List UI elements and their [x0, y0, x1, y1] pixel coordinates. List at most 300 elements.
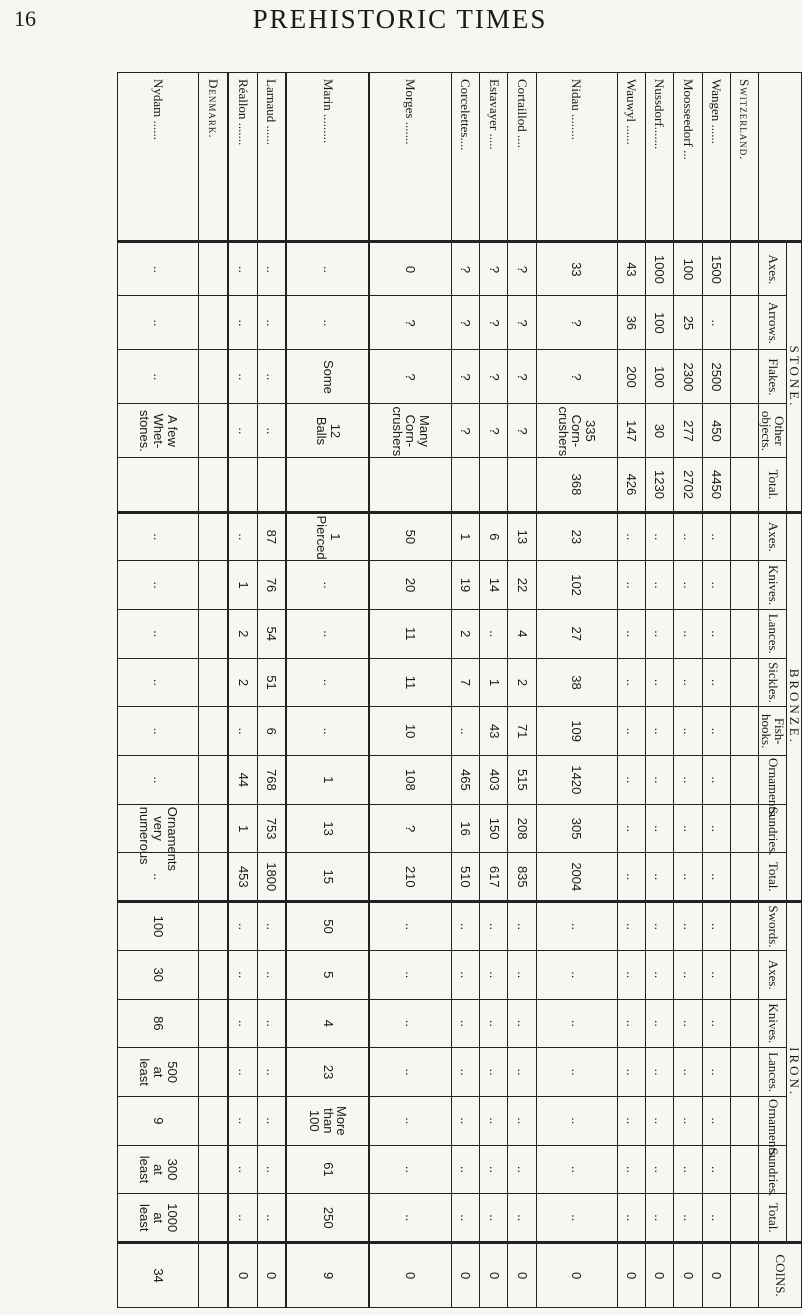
bronze-cell: Ornaments very numerous — [118, 804, 199, 853]
site-cell: Morges ....... — [369, 73, 451, 242]
iron-cell: 5 — [286, 950, 369, 999]
bronze-cell: .. — [118, 512, 199, 561]
bronze-cell — [730, 707, 758, 756]
table-row — [702, 73, 730, 1308]
iron-cell: .. — [228, 1048, 257, 1097]
bronze-cell: 16 — [451, 804, 479, 853]
bronze-cell: .. — [645, 512, 673, 561]
iron-cell: .. — [369, 1096, 451, 1145]
iron-cell: .. — [508, 1145, 536, 1194]
iron-cell: .. — [480, 1048, 508, 1097]
stone-cell: .. — [286, 296, 369, 350]
site-cell: Wangen ...... — [702, 73, 730, 242]
iron-cell: 30 — [118, 950, 199, 999]
iron-cell: .. — [508, 1048, 536, 1097]
bronze-cell: .. — [617, 512, 645, 561]
iron-cell: .. — [674, 1048, 702, 1097]
coins-cell: 0 — [536, 1243, 617, 1308]
stone-cell: ? — [480, 296, 508, 350]
bronze-cell: 6 — [480, 512, 508, 561]
column-header: Sundries. — [759, 1145, 787, 1194]
stone-cell: 277 — [674, 404, 702, 458]
table-row — [508, 73, 536, 1308]
site-cell: Wauwyl ...... — [617, 73, 645, 242]
bronze-cell: .. — [617, 609, 645, 658]
column-header: Other objects. — [759, 404, 787, 458]
iron-cell: .. — [702, 950, 730, 999]
bronze-cell: 617 — [480, 853, 508, 902]
coins-cell: 0 — [674, 1243, 702, 1308]
bronze-cell: 27 — [536, 609, 617, 658]
iron-cell: 300 at least — [118, 1145, 199, 1194]
stone-cell: ? — [536, 296, 617, 350]
bronze-cell: .. — [674, 756, 702, 805]
table-heading-row — [730, 73, 758, 1308]
table-heading-row — [199, 73, 228, 1308]
bronze-cell: .. — [286, 707, 369, 756]
stone-cell: ? — [508, 242, 536, 296]
site-cell: Cortaillod .... — [508, 73, 536, 242]
stone-cell: 200 — [617, 350, 645, 404]
iron-cell: .. — [228, 1096, 257, 1145]
stone-cell: 12 Balls — [286, 404, 369, 458]
bronze-cell: 50 — [369, 512, 451, 561]
stone-cell: ? — [508, 350, 536, 404]
bronze-cell: .. — [228, 512, 257, 561]
site-header — [759, 73, 802, 242]
site-cell: Nidau ........ — [536, 73, 617, 242]
coins-header: COINS. — [759, 1243, 802, 1308]
bronze-cell: .. — [702, 804, 730, 853]
iron-cell: .. — [617, 1194, 645, 1243]
stone-cell: 33 — [536, 242, 617, 296]
bronze-cell: 150 — [480, 804, 508, 853]
column-header: Total. — [759, 1194, 787, 1243]
bronze-cell: 510 — [451, 853, 479, 902]
bronze-cell: 2 — [228, 658, 257, 707]
bronze-cell — [199, 561, 228, 610]
stone-cell — [369, 458, 451, 512]
iron-cell: .. — [369, 999, 451, 1048]
bronze-cell — [199, 707, 228, 756]
stone-cell: 43 — [617, 242, 645, 296]
stone-cell: 2500 — [702, 350, 730, 404]
column-header: Sickles. — [759, 658, 787, 707]
group-header-iron: IRON. — [787, 902, 802, 1243]
stone-cell — [199, 458, 228, 512]
bronze-cell — [730, 609, 758, 658]
stone-cell: ? — [508, 404, 536, 458]
site-cell: Switzerland. — [730, 73, 758, 242]
bronze-cell: 108 — [369, 756, 451, 805]
iron-cell: .. — [536, 1194, 617, 1243]
stone-cell — [730, 242, 758, 296]
bronze-cell: .. — [617, 658, 645, 707]
site-cell: Réallon ....... — [228, 73, 257, 242]
page-number: 16 — [14, 6, 36, 31]
stone-cell: 2702 — [674, 458, 702, 512]
iron-cell: .. — [508, 1194, 536, 1243]
bronze-cell: 23 — [536, 512, 617, 561]
iron-cell — [199, 950, 228, 999]
bronze-cell: .. — [702, 658, 730, 707]
stone-cell — [199, 296, 228, 350]
table-row — [257, 73, 286, 1308]
bronze-cell: 2 — [508, 658, 536, 707]
iron-cell: .. — [617, 902, 645, 951]
bronze-cell: 2 — [228, 609, 257, 658]
stone-cell: 25 — [674, 296, 702, 350]
stone-cell — [451, 458, 479, 512]
bronze-cell — [199, 512, 228, 561]
iron-cell: .. — [702, 902, 730, 951]
iron-cell: .. — [536, 902, 617, 951]
iron-cell: .. — [257, 1145, 286, 1194]
bronze-cell: 453 — [228, 853, 257, 902]
bronze-cell: .. — [702, 609, 730, 658]
stone-cell — [199, 404, 228, 458]
stone-cell: 368 — [536, 458, 617, 512]
coins-cell: 0 — [369, 1243, 451, 1308]
group-header-row — [787, 73, 802, 1308]
iron-cell: .. — [508, 999, 536, 1048]
bronze-cell: 2004 — [536, 853, 617, 902]
iron-cell: .. — [369, 1145, 451, 1194]
running-head: PREHISTORIC TIMES — [252, 4, 548, 34]
bronze-cell: 1 — [228, 561, 257, 610]
table-row — [228, 73, 257, 1308]
bronze-cell: 51 — [257, 658, 286, 707]
bronze-cell: 19 — [451, 561, 479, 610]
iron-cell: .. — [674, 1096, 702, 1145]
stone-cell — [730, 404, 758, 458]
iron-cell: .. — [617, 1096, 645, 1145]
stone-cell: .. — [257, 242, 286, 296]
iron-cell: .. — [674, 999, 702, 1048]
iron-cell: .. — [451, 1145, 479, 1194]
stone-cell: ? — [480, 404, 508, 458]
iron-cell: 1000 at least — [118, 1194, 199, 1243]
stone-cell: .. — [118, 350, 199, 404]
bronze-cell: .. — [645, 707, 673, 756]
coins-cell: 0 — [451, 1243, 479, 1308]
bronze-cell: .. — [118, 609, 199, 658]
table-row — [645, 73, 673, 1308]
iron-cell: .. — [674, 1145, 702, 1194]
iron-cell — [199, 1145, 228, 1194]
bronze-cell: 1 — [228, 804, 257, 853]
iron-cell — [199, 999, 228, 1048]
coins-cell: 0 — [228, 1243, 257, 1308]
bronze-cell — [730, 853, 758, 902]
site-cell: Larnaud ...... — [257, 73, 286, 242]
stone-cell: .. — [702, 296, 730, 350]
iron-cell: 61 — [286, 1145, 369, 1194]
bronze-cell: 38 — [536, 658, 617, 707]
bronze-cell: 22 — [508, 561, 536, 610]
iron-cell — [199, 1096, 228, 1145]
bronze-cell: 10 — [369, 707, 451, 756]
table-row — [617, 73, 645, 1308]
bronze-cell: 1800 — [257, 853, 286, 902]
iron-cell: .. — [257, 902, 286, 951]
site-cell: Marin ......... — [286, 73, 369, 242]
iron-cell: .. — [508, 1096, 536, 1145]
bronze-cell: .. — [674, 658, 702, 707]
bronze-cell: 109 — [536, 707, 617, 756]
stone-cell: 1230 — [645, 458, 673, 512]
stone-cell — [508, 458, 536, 512]
column-header: Fish-hooks. — [759, 707, 787, 756]
bronze-cell: 44 — [228, 756, 257, 805]
stone-cell: .. — [118, 296, 199, 350]
bronze-cell: .. — [480, 609, 508, 658]
table-row — [536, 73, 617, 1308]
coins-cell — [730, 1243, 758, 1308]
bronze-cell: 1 — [451, 512, 479, 561]
table-row — [674, 73, 702, 1308]
iron-cell: .. — [257, 999, 286, 1048]
stone-cell — [199, 242, 228, 296]
iron-cell: .. — [369, 902, 451, 951]
iron-cell — [730, 999, 758, 1048]
stone-cell: A few Whet- stones. — [118, 404, 199, 458]
bronze-cell: .. — [702, 707, 730, 756]
bronze-cell: 768 — [257, 756, 286, 805]
stone-cell: 30 — [645, 404, 673, 458]
iron-cell: .. — [257, 950, 286, 999]
stone-cell — [286, 458, 369, 512]
iron-cell — [730, 1096, 758, 1145]
iron-cell: 500 at least — [118, 1048, 199, 1097]
stone-cell: 100 — [645, 350, 673, 404]
bronze-cell: .. — [286, 609, 369, 658]
stone-cell — [730, 296, 758, 350]
bronze-cell: .. — [645, 804, 673, 853]
iron-cell: .. — [228, 1194, 257, 1243]
table-row — [480, 73, 508, 1308]
iron-cell: .. — [257, 1048, 286, 1097]
stone-cell: 2300 — [674, 350, 702, 404]
bronze-cell — [199, 804, 228, 853]
bronze-cell: .. — [118, 853, 199, 902]
bronze-cell: 20 — [369, 561, 451, 610]
bronze-cell: .. — [702, 561, 730, 610]
bronze-cell: .. — [645, 658, 673, 707]
bronze-cell: 465 — [451, 756, 479, 805]
bronze-cell: 76 — [257, 561, 286, 610]
bronze-cell: 87 — [257, 512, 286, 561]
iron-cell: .. — [451, 1096, 479, 1145]
iron-cell: .. — [451, 1194, 479, 1243]
column-header: Ornaments. — [759, 756, 787, 805]
bronze-cell: 1 — [286, 756, 369, 805]
bronze-cell: .. — [645, 609, 673, 658]
bronze-cell — [730, 561, 758, 610]
stone-cell: 426 — [617, 458, 645, 512]
site-cell: Nydam ...... — [118, 73, 199, 242]
table-row — [286, 73, 369, 1308]
iron-cell — [199, 1048, 228, 1097]
iron-cell: .. — [702, 1145, 730, 1194]
bronze-cell: .. — [674, 853, 702, 902]
bronze-cell: .. — [617, 853, 645, 902]
iron-cell — [730, 1194, 758, 1243]
coins-cell: 0 — [480, 1243, 508, 1308]
iron-cell: 50 — [286, 902, 369, 951]
table-row — [118, 73, 199, 1308]
coins-cell: 34 — [118, 1243, 199, 1308]
coins-cell: 0 — [702, 1243, 730, 1308]
bronze-cell: 835 — [508, 853, 536, 902]
stone-cell: .. — [257, 350, 286, 404]
iron-cell: .. — [645, 999, 673, 1048]
iron-cell — [730, 1145, 758, 1194]
stone-cell: 4450 — [702, 458, 730, 512]
bronze-cell: .. — [674, 561, 702, 610]
bronze-cell: 1420 — [536, 756, 617, 805]
bronze-cell: 13 — [286, 804, 369, 853]
iron-cell: .. — [480, 902, 508, 951]
table-body — [118, 73, 759, 1308]
bronze-cell — [730, 658, 758, 707]
site-cell: Moosseedorf ... — [674, 73, 702, 242]
finds-table — [117, 72, 802, 1308]
table-row — [369, 73, 451, 1308]
stone-cell: 335 Corn- crushers — [536, 404, 617, 458]
coins-cell — [199, 1243, 228, 1308]
stone-cell: 100 — [674, 242, 702, 296]
stone-cell: ? — [369, 350, 451, 404]
coins-cell: 0 — [508, 1243, 536, 1308]
column-header: Axes. — [759, 950, 787, 999]
stone-cell: Some — [286, 350, 369, 404]
iron-cell: .. — [617, 1048, 645, 1097]
column-header: Swords. — [759, 902, 787, 951]
bronze-cell: 4 — [508, 609, 536, 658]
bronze-cell: 13 — [508, 512, 536, 561]
group-header-bronze: BRONZE. — [787, 512, 802, 902]
coins-cell: 0 — [645, 1243, 673, 1308]
column-header: Arrows. — [759, 296, 787, 350]
iron-cell: .. — [674, 1194, 702, 1243]
iron-cell: .. — [369, 950, 451, 999]
stone-cell — [199, 350, 228, 404]
column-header: Total. — [759, 853, 787, 902]
column-header-row — [759, 73, 787, 1308]
bronze-cell: .. — [617, 756, 645, 805]
bronze-cell: 1 — [480, 658, 508, 707]
bronze-cell — [730, 756, 758, 805]
iron-cell: .. — [369, 1194, 451, 1243]
bronze-cell: .. — [674, 707, 702, 756]
bronze-cell — [199, 658, 228, 707]
bronze-cell — [199, 853, 228, 902]
bronze-cell — [730, 804, 758, 853]
stone-cell: 450 — [702, 404, 730, 458]
bronze-cell: .. — [286, 658, 369, 707]
iron-cell: .. — [536, 999, 617, 1048]
stone-cell: Many Corn- crushers — [369, 404, 451, 458]
bronze-cell — [199, 756, 228, 805]
bronze-cell: 43 — [480, 707, 508, 756]
stone-cell: .. — [257, 296, 286, 350]
iron-cell — [730, 902, 758, 951]
stone-cell — [730, 458, 758, 512]
stone-cell: ? — [451, 404, 479, 458]
iron-cell: 100 — [118, 902, 199, 951]
bronze-cell: .. — [674, 609, 702, 658]
stone-cell: .. — [228, 404, 257, 458]
column-header: Total. — [759, 458, 787, 512]
bronze-cell: .. — [702, 512, 730, 561]
table-row — [451, 73, 479, 1308]
stone-cell: 100 — [645, 296, 673, 350]
iron-cell: .. — [480, 999, 508, 1048]
column-header: Flakes. — [759, 350, 787, 404]
bronze-cell: 515 — [508, 756, 536, 805]
site-cell: Corcelettes.... — [451, 73, 479, 242]
stone-cell: ? — [536, 350, 617, 404]
bronze-cell: 15 — [286, 853, 369, 902]
rotated-table-container — [117, 72, 802, 1308]
iron-cell: More than 100 — [286, 1096, 369, 1145]
iron-cell: .. — [451, 950, 479, 999]
stone-cell: ? — [451, 350, 479, 404]
iron-cell: .. — [536, 1096, 617, 1145]
stone-cell: ? — [451, 242, 479, 296]
stone-cell: 147 — [617, 404, 645, 458]
bronze-cell: ? — [369, 804, 451, 853]
stone-cell: .. — [286, 242, 369, 296]
site-cell: Nussdorf....... — [645, 73, 673, 242]
iron-cell: .. — [536, 1145, 617, 1194]
stone-cell — [228, 458, 257, 512]
column-header: Sundries. — [759, 804, 787, 853]
bronze-cell: 11 — [369, 658, 451, 707]
iron-cell: .. — [451, 999, 479, 1048]
iron-cell: .. — [645, 1145, 673, 1194]
iron-cell: .. — [536, 1048, 617, 1097]
coins-cell: 9 — [286, 1243, 369, 1308]
bronze-cell: .. — [702, 756, 730, 805]
stone-cell — [480, 458, 508, 512]
iron-cell: .. — [228, 950, 257, 999]
iron-cell: .. — [674, 950, 702, 999]
iron-cell: 4 — [286, 999, 369, 1048]
bronze-cell: 403 — [480, 756, 508, 805]
stone-cell: 36 — [617, 296, 645, 350]
iron-cell: .. — [480, 1194, 508, 1243]
bronze-cell — [730, 512, 758, 561]
bronze-cell: .. — [645, 756, 673, 805]
stone-cell: .. — [228, 242, 257, 296]
site-cell: Denmark. — [199, 73, 228, 242]
column-header: Axes. — [759, 512, 787, 561]
bronze-cell: .. — [118, 756, 199, 805]
iron-cell — [730, 1048, 758, 1097]
bronze-cell: 14 — [480, 561, 508, 610]
bronze-cell: .. — [617, 804, 645, 853]
stone-cell: 1500 — [702, 242, 730, 296]
site-cell: Estavayer ..... — [480, 73, 508, 242]
bronze-cell: .. — [228, 707, 257, 756]
iron-cell: .. — [645, 1194, 673, 1243]
iron-cell: 9 — [118, 1096, 199, 1145]
column-header: Axes. — [759, 242, 787, 296]
column-header: Ornaments. — [759, 1096, 787, 1145]
stone-cell: ? — [480, 242, 508, 296]
